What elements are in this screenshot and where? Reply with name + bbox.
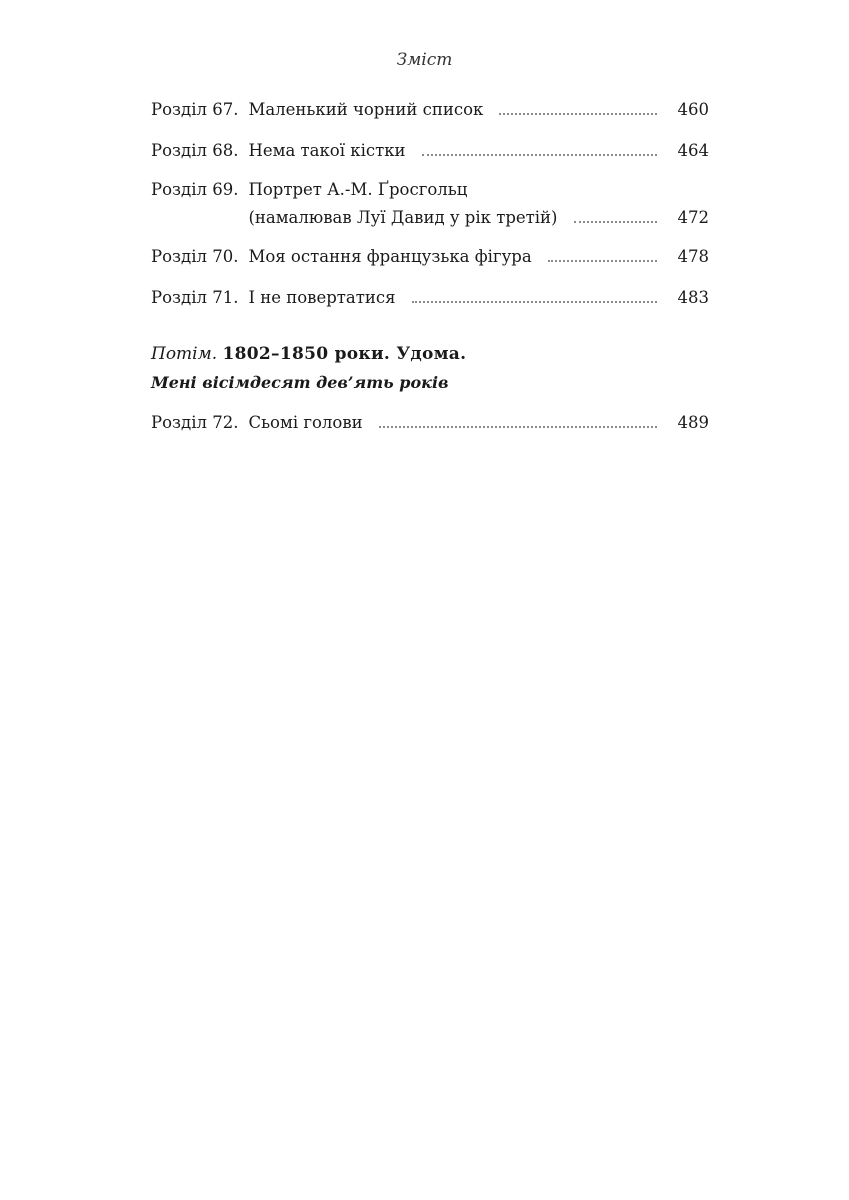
toc-entry-69[interactable] xyxy=(151,177,709,231)
part-label: Потім. xyxy=(151,344,218,364)
dot-leader xyxy=(499,112,657,115)
chapter-title xyxy=(248,138,405,164)
toc-entry-71[interactable] xyxy=(151,285,709,311)
toc-entry-70[interactable] xyxy=(151,244,709,270)
toc-entry-68[interactable] xyxy=(151,138,709,164)
chapter-number: Розділ 67. xyxy=(151,100,239,119)
chapter-title-line: Моя остання французька фігура xyxy=(248,247,532,266)
part-title: 1802–1850 роки. Удома. xyxy=(222,344,467,364)
page-number: 472 xyxy=(677,208,709,227)
chapter-title-line: Маленький чорний список xyxy=(248,100,484,119)
chapter-number: Розділ 72. xyxy=(151,413,239,432)
chapter-title xyxy=(248,410,362,436)
part-subtitle: Мені вісімдесят дев’ять років xyxy=(151,373,449,392)
dot-leader xyxy=(379,425,657,428)
chapter-title xyxy=(248,285,395,311)
chapter-title-line: (намалював Луї Давид у рік третій) xyxy=(248,208,558,227)
page-number: 483 xyxy=(677,288,709,307)
chapter-number: Розділ 71. xyxy=(151,288,239,307)
chapter-number: Розділ 70. xyxy=(151,247,239,266)
chapter-title-line: Сьомі голови xyxy=(248,413,363,432)
dot-leader xyxy=(422,153,657,156)
chapter-title xyxy=(248,177,557,231)
running-head: Зміст xyxy=(396,50,453,70)
toc-entry-67[interactable] xyxy=(151,97,709,123)
dot-leader xyxy=(412,300,657,303)
chapter-title xyxy=(248,97,483,123)
chapter-title-line: Нема такої кістки xyxy=(248,141,406,160)
chapter-number: Розділ 68. xyxy=(151,141,239,160)
part-heading xyxy=(151,342,466,366)
chapter-title xyxy=(248,244,531,270)
dot-leader xyxy=(574,220,658,223)
chapter-number: Розділ 69. xyxy=(151,180,239,199)
dot-leader xyxy=(548,259,657,262)
page-number: 489 xyxy=(677,413,709,432)
chapter-title-line: Портрет А.-М. Ґросгольц xyxy=(248,180,468,199)
toc-entry-72[interactable] xyxy=(151,410,709,436)
chapter-title-line: І не повертатися xyxy=(248,288,396,307)
page-number: 478 xyxy=(677,247,709,266)
page-number: 460 xyxy=(677,100,709,119)
page-number: 464 xyxy=(677,141,709,160)
